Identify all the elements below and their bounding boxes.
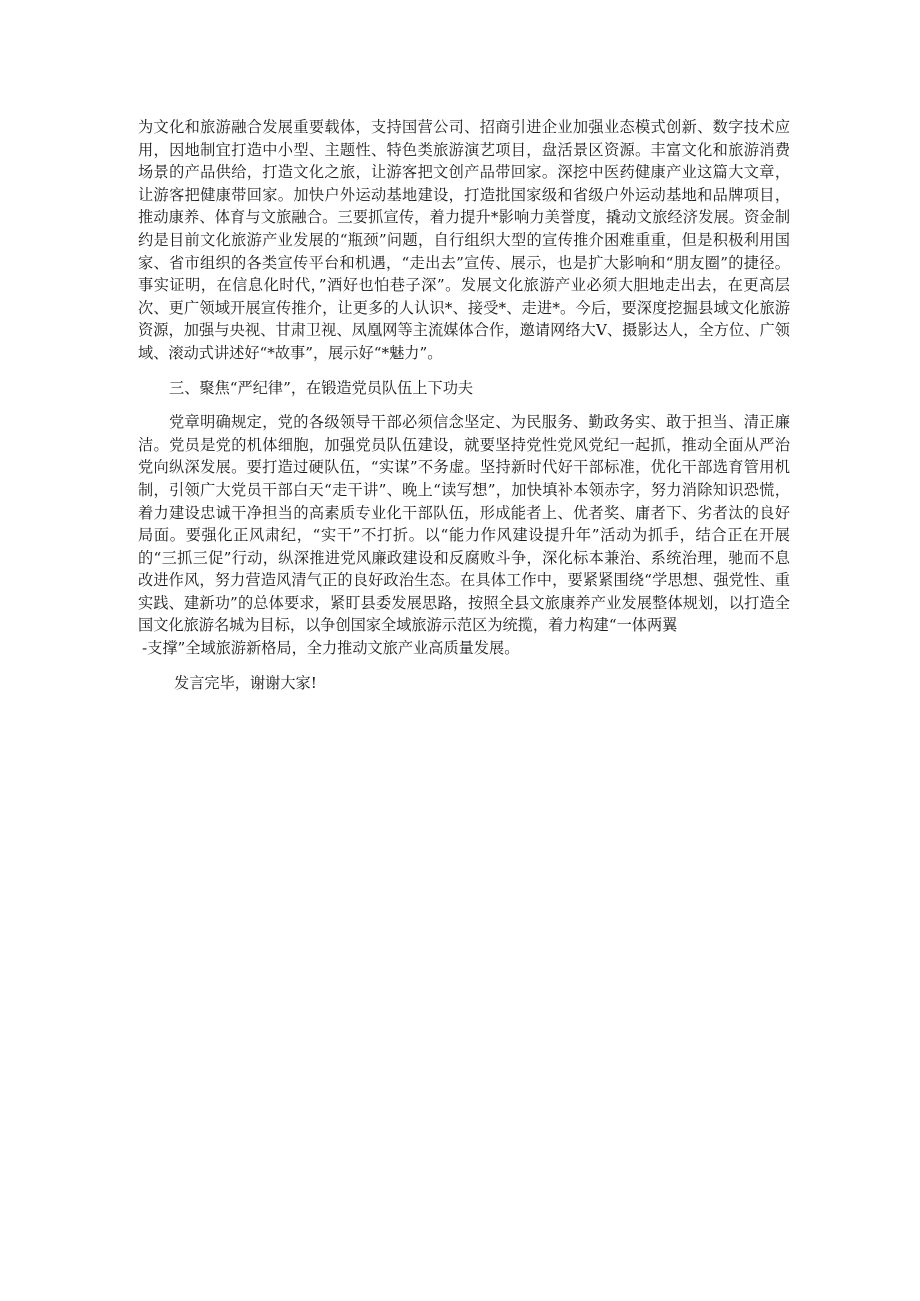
paragraph-spacer	[138, 660, 790, 672]
paragraph-tail: -支撑”全域旅游新格局，全力推动文旅产业高质量发展。	[142, 639, 520, 658]
closing-remark: 发言完毕，谢谢大家!	[174, 673, 317, 692]
section-heading: 三、聚焦“严纪律”，在锻造党员队伍上下功夫	[169, 378, 474, 397]
paragraph-section3: 党章明确规定，党的各级领导干部必须信念坚定、为民服务、勤政务实、敢于担当、清正廉洁。党员是党的机体细胞，加强党员队伍建设，就要坚持党性党风党纪一起抓，推动全面从严治党向纵深发展。要打造过硬队伍，“实谋”不务虚。坚持新时代好干部标准，优化干部选育管用机制，引领广大党员干部白天“走干讲”、晚上“读写想”，加快填补本领赤字，努力消除知识恐慌，着力建设忠诚干净担当的高素质专业化干部队伍，形成能者上、优者奖、庸者下、劣者汰的良好局面。要强化正风肃纪，“实干”不打折。以“能力作风建设提升年”活动为抓手，结合正在开展的“三抓三促”行动，纵深推进党风廉政建设和反腐败斗争，深化标本兼治、系统治理，驰而不息改进作风，努力营造风清气正的良好政治生态。在具体工作中，要紧紧围绕“学思想、强党性、重实践、建新功”的总体要求，紧盯县委发展思路，按照全县文旅康养产业发展整体规划，以打造全国文化旅游名城为目标，以争创国家全域旅游示范区为统揽，着力构建“一体两翼	[138, 413, 790, 635]
document-body	[138, 116, 790, 694]
paragraph-continued: 为文化和旅游融合发展重要载体，支持国营公司、招商引进企业加强业态模式创新、数字技术应用，因地制宜打造中小型、主题性、特色类旅游演艺项目，盘活景区资源。丰富文化和旅游消费场景的产品供给，打造文化之旅，让游客把文创产品带回家。深挖中医药健康产业这篇大文章，让游客把健康带回家。加快户外运动基地建设，打造批国家级和省级户外运动基地和品牌项目，推动康养、体育与文旅融合。三要抓宣传，着力提升*影响力美誉度，撬动文旅经济发展。资金制约是目前文化旅游产业发展的“瓶颈”问题，自行组织大型的宣传推介困难重重，但是积极利用国家、省市组织的各类宣传平台和机遇，“走出去”宣传、展示，也是扩大影响和“朋友圈”的捷径。事实证明，在信息化时代，”酒好也怕巷子深”。发展文化旅游产业必须大胆地走出去，在更高层次、更广领域开展宣传推介，让更多的人认识*、接受*、走进*。今后，要深度挖掘县域文化旅游资源，加强与央视、甘肃卫视、凤凰网等主流媒体合作，邀请网络大V、摄影达人，全方位、广领域、滚动式讲述好“*故事”，展示好“*魅力”。	[138, 118, 790, 362]
